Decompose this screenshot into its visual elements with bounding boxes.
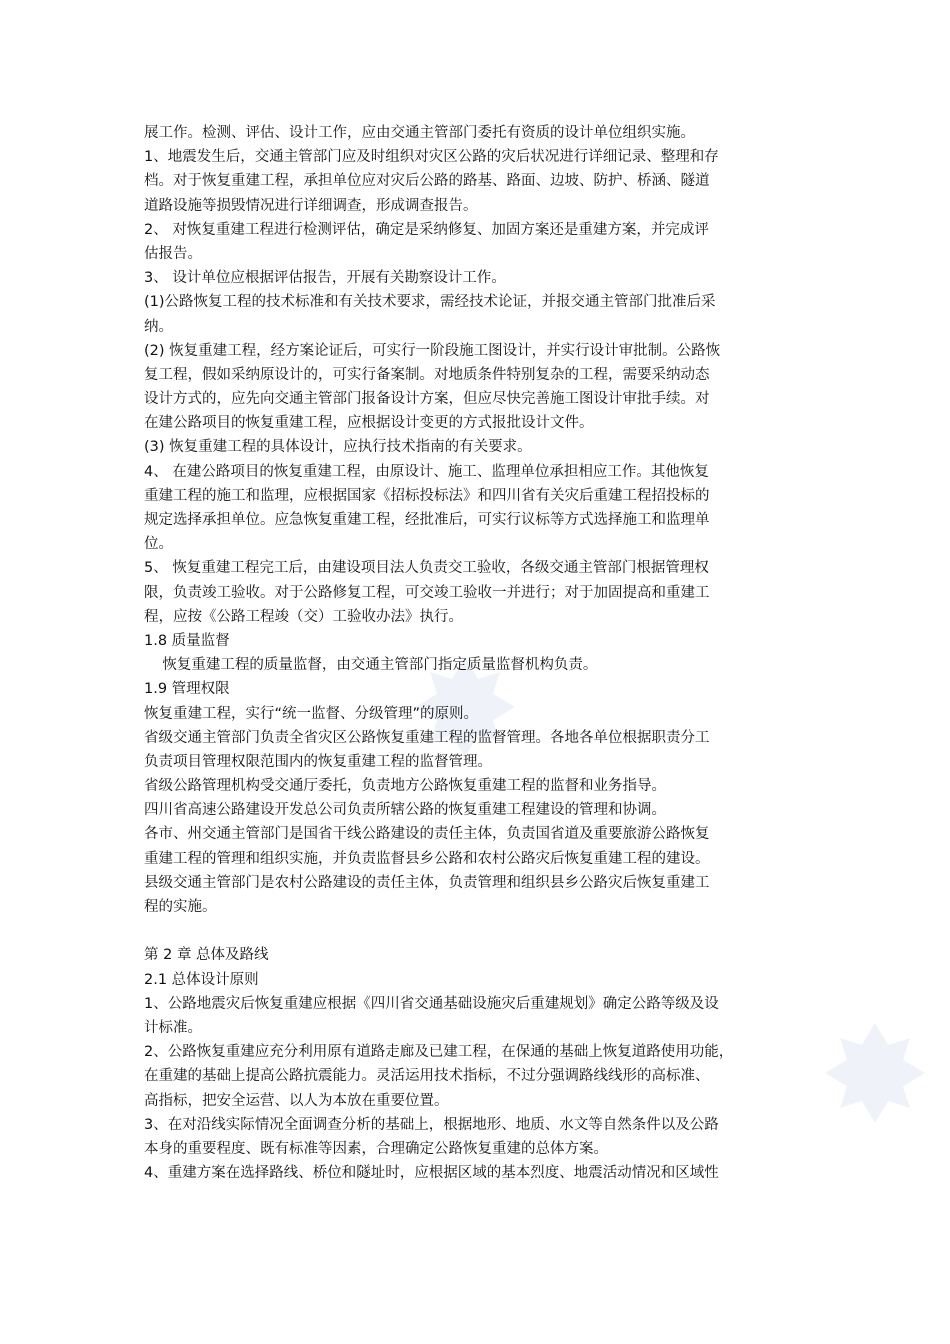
text-line: 设计方式的，应先向交通主管部门报备设计方案，但应尽快完善施工图设计审批手续。对 [144,391,710,408]
text-line: 纳。 [144,318,173,335]
text-line: 2、公路恢复重建应充分利用原有道路走廊及已建工程，在保通的基础上恢复道路使用功能， [144,1044,734,1061]
text-line: 限，负责竣工验收。对于公路修复工程，可交竣工验收一并进行；对于加固提高和重建工 [144,584,710,601]
text-line: (2) 恢复重建工程，经方案论证后，可实行一阶段施工图设计，并实行设计审批制。公路恢 [144,342,721,359]
text-line: 高指标，把安全运营、以人为本放在重要位置。 [144,1092,449,1109]
text-line: 4、 在建公路项目的恢复重建工程，由原设计、施工、监理单位承担相应工作。其他恢复 [144,463,709,480]
text-line: 3、 设计单位应根据评估报告，开展有关勘察设计工作。 [144,270,506,287]
section-heading: 2.1 总体设计原则 [144,971,259,988]
text-line: 在建公路项目的恢复重建工程，应根据设计变更的方式报批设计文件。 [144,415,594,432]
chapter-heading: 第 2 章 总体及路线 [144,947,269,964]
text-line: 复工程，假如采纳原设计的，可实行备案制。对地质条件特别复杂的工程，需要采纳动态 [144,366,710,383]
text-line: 四川省高速公路建设开发总公司负责所辖公路的恢复重建工程建设的管理和协调。 [144,802,666,819]
text-line: 省级交通主管部门负责全省灾区公路恢复重建工程的监督管理。各地各单位根据职责分工 [144,729,710,746]
text-line: 展工作。检测、评估、设计工作，应由交通主管部门委托有资质的设计单位组织实施。 [144,125,695,141]
text-line: (3) 恢复重建工程的具体设计，应执行技术指南的有关要求。 [144,439,532,456]
text-line: 县级交通主管部门是农村公路建设的责任主体，负责管理和组织县乡公路灾后恢复重建工 [144,874,710,891]
section-heading: 1.9 管理权限 [144,681,230,698]
blank-line [144,919,814,943]
text-line: 重建工程的管理和组织实施，并负责监督县乡公路和农村公路灾后恢复重建工程的建设。 [144,850,710,867]
section-heading: 1.8 质量监督 [144,632,230,649]
text-line: 估报告。 [144,245,202,262]
text-line: 位。 [144,536,173,553]
text-line: 本身的重要程度、既有标准等因素，合理确定公路恢复重建的总体方案。 [144,1140,608,1157]
document-body [144,121,814,1185]
text-line: 程，应按《公路工程竣（交）工验收办法》执行。 [144,608,463,625]
text-line: 1、公路地震灾后恢复重建应根据《四川省交通基础设施灾后重建规划》确定公路等级及设 [144,995,719,1012]
text-line: 规定选择承担单位。应急恢复重建工程，经批准后，可实行议标等方式选择施工和监理单 [144,512,710,528]
text-line: 3、在对沿线实际情况全面调查分析的基础上，根据地形、地质、水文等自然条件以及公路 [144,1116,719,1133]
text-line: 省级公路管理机构受交通厅委托，负责地方公路恢复重建工程的监督和业务指导。 [144,778,666,795]
text-line: 恢复重建工程，实行“统一监督、分级管理”的原则。 [144,705,479,722]
text-line: 1、地震发生后，交通主管部门应及时组织对灾区公路的灾后状况进行详细记录、整理和存 [144,149,719,166]
text-line: 重建工程的施工和监理，应根据国家《招标投标法》和四川省有关灾后重建工程招投标的 [144,487,710,504]
text-line: 各市、州交通主管部门是国省干线公路建设的责任主体，负责国省道及重要旅游公路恢复 [144,826,710,843]
text-line: 2、 对恢复重建工程进行检测评估，确定是采纳修复、加固方案还是重建方案，并完成评 [144,221,709,238]
text-line: 道路设施等损毁情况进行详细调查，形成调查报告。 [144,197,478,214]
text-line: 4、重建方案在选择路线、桥位和隧址时，应根据区域的基本烈度、地震活动情况和区域性 [144,1165,719,1182]
text-line: 负责项目管理权限范围内的恢复重建工程的监督管理。 [144,753,492,770]
text-line: 恢复重建工程的质量监督，由交通主管部门指定质量监督机构负责。 [144,657,598,674]
text-line: 5、 恢复重建工程完工后，由建设项目法人负责交工验收，各级交通主管部门根据管理权 [144,560,709,577]
text-line: 程的实施。 [144,899,217,915]
text-line: 计标准。 [144,1019,202,1036]
text-line: 档。对于恢复重建工程，承担单位应对灾后公路的路基、路面、边坡、防护、桥涵、隧道 [144,173,710,190]
text-line: (1)公路恢复工程的技术标准和有关技术要求，需经技术论证，并报交通主管部门批准后采 [144,294,716,311]
snowflake-logo-icon [820,1018,930,1128]
text-line: 在重建的基础上提高公路抗震能力。灵活运用技术指标，不过分强调路线线形的高标准、 [144,1068,710,1085]
